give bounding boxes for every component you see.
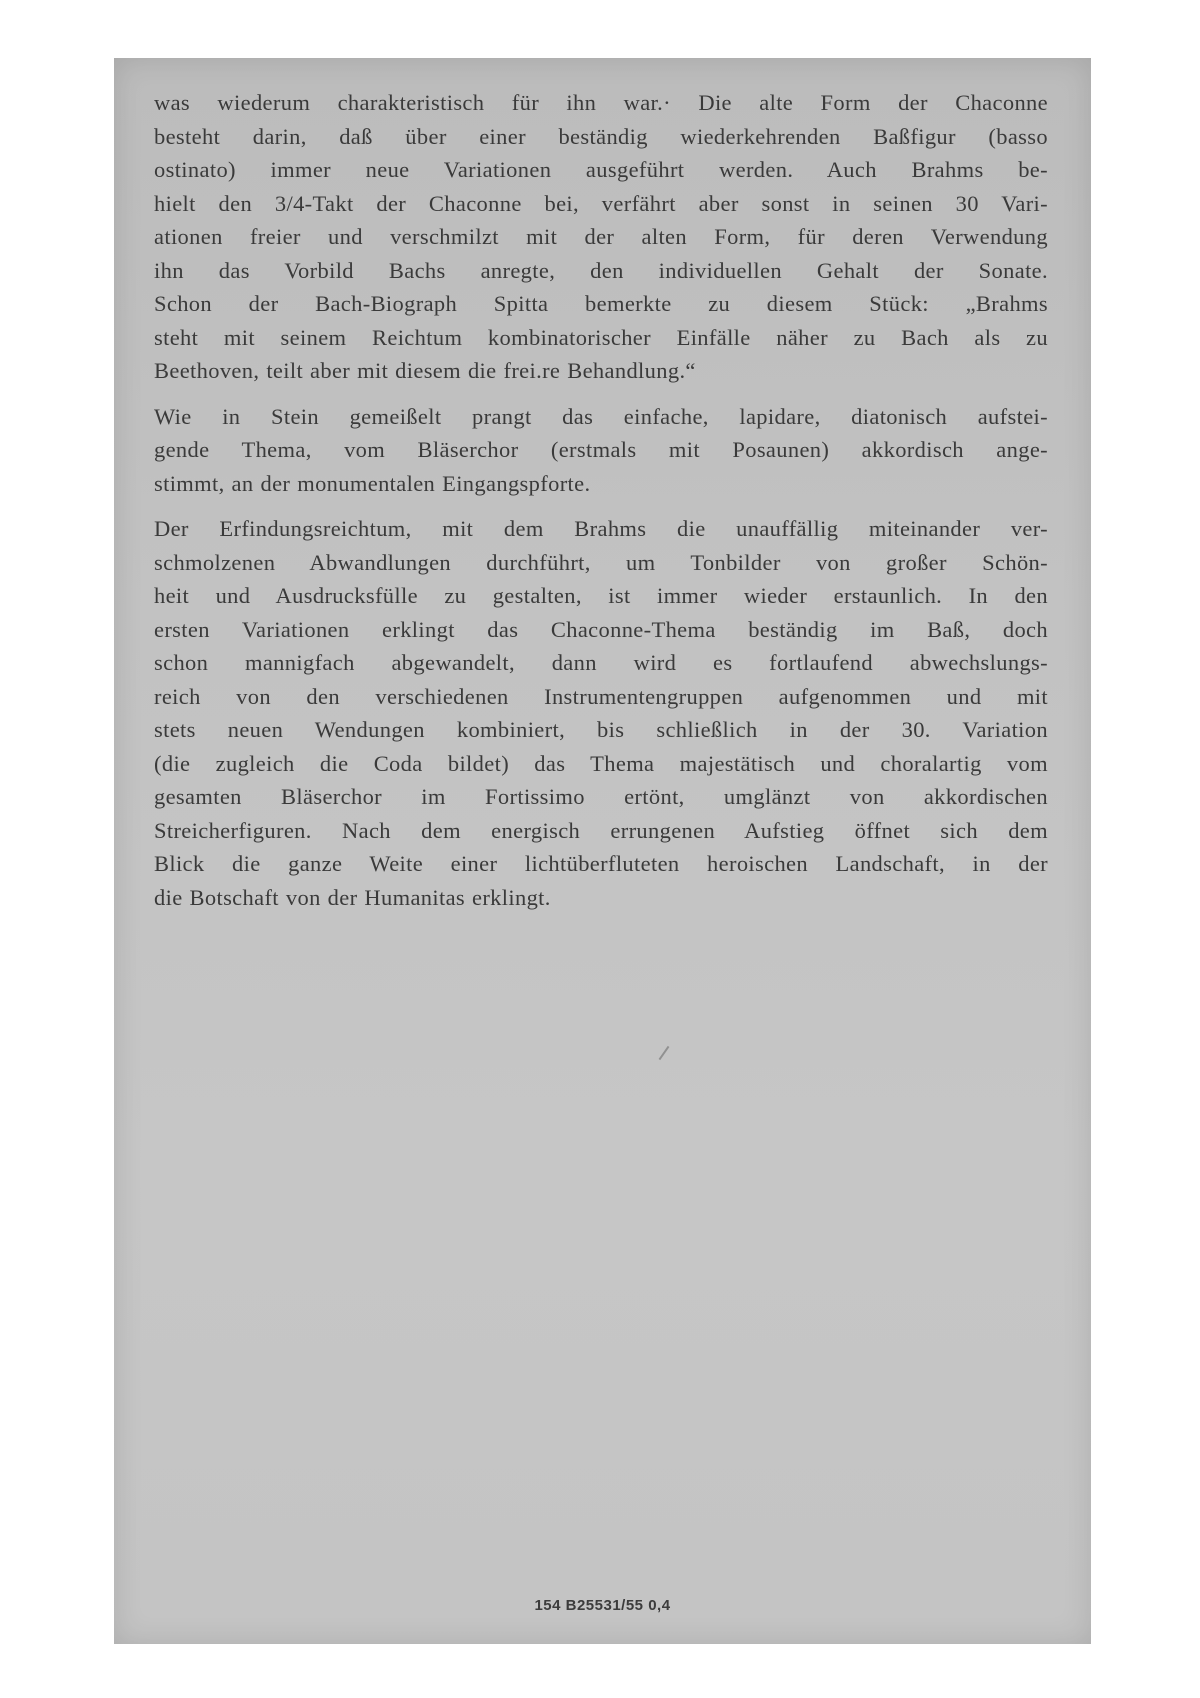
- scanned-page: [114, 58, 1091, 1644]
- text-line: Schon der Bach-Biograph Spitta bemerkte zu diesem Stück: „Brahms: [154, 291, 1048, 316]
- text-line: ationen freier und verschmilzt mit der alten Form, für deren Verwendung: [154, 224, 1048, 249]
- text-line: was wiederum charakteristisch für ihn war.· Die alte Form der Chaconne: [154, 90, 1048, 115]
- text-line: stets neuen Wendungen kombiniert, bis schließlich in der 30. Variation: [154, 717, 1048, 742]
- paragraph-2: [154, 400, 1048, 501]
- text-line: ostinato) immer neue Variationen ausgeführt werden. Auch Brahms be-: [154, 157, 1048, 182]
- text-line: besteht darin, daß über einer beständig wiederkehrenden Baßfigur (basso: [154, 123, 1048, 149]
- text-line: gende Thema, vom Bläserchor (erstmals mit Posaunen) akkordisch ange-: [154, 437, 1048, 462]
- text-line: stimmt, an der monumentalen Eingangspforte.: [154, 470, 591, 496]
- stray-pencil-mark: [659, 1046, 670, 1060]
- paragraph-3: [154, 512, 1048, 914]
- text-line: gesamten Bläserchor im Fortissimo ertönt, umglänzt von akkordischen: [154, 784, 1048, 809]
- text-line: Streicherfiguren. Nach dem energisch errungenen Aufstieg öffnet sich dem: [154, 817, 1048, 843]
- body-text: [154, 86, 1048, 926]
- text-line: reich von den verschiedenen Instrumentengruppen aufgenommen und mit: [154, 683, 1048, 709]
- paragraph-1: [154, 86, 1048, 388]
- text-line: (die zugleich die Coda bildet) das Thema majestätisch und choralartig vom: [154, 750, 1048, 776]
- text-line: schon mannigfach abgewandelt, dann wird es fortlaufend abwechslungs-: [154, 650, 1048, 675]
- text-line: schmolzenen Abwandlungen durchführt, um Tonbilder von großer Schön-: [154, 549, 1048, 575]
- text-line: heit und Ausdrucksfülle zu gestalten, ist immer wieder erstaunlich. In den: [154, 583, 1048, 608]
- text-line: ihn das Vorbild Bachs anregte, den individuellen Gehalt der Sonate.: [154, 257, 1048, 283]
- text-line: Beethoven, teilt aber mit diesem die frei.re Behandlung.“: [154, 358, 696, 383]
- text-line: Der Erfindungsreichtum, mit dem Brahms die unauffällig miteinander ver-: [154, 516, 1048, 541]
- print-code: 154 B25531/55 0,4: [534, 1597, 671, 1614]
- text-line: steht mit seinem Reichtum kombinatorischer Einfälle näher zu Bach als zu: [154, 324, 1048, 350]
- text-line: die Botschaft von der Humanitas erklingt.: [154, 884, 551, 910]
- text-line: Wie in Stein gemeißelt prangt das einfache, lapidare, diatonisch aufstei-: [154, 403, 1048, 429]
- text-line: Blick die ganze Weite einer lichtüberfluteten heroischen Landschaft, in der: [154, 851, 1048, 876]
- text-line: hielt den 3/4-Takt der Chaconne bei, verfährt aber sonst in seinen 30 Vari-: [154, 190, 1048, 216]
- text-line: ersten Variationen erklingt das Chaconne-Thema beständig im Baß, doch: [154, 616, 1048, 642]
